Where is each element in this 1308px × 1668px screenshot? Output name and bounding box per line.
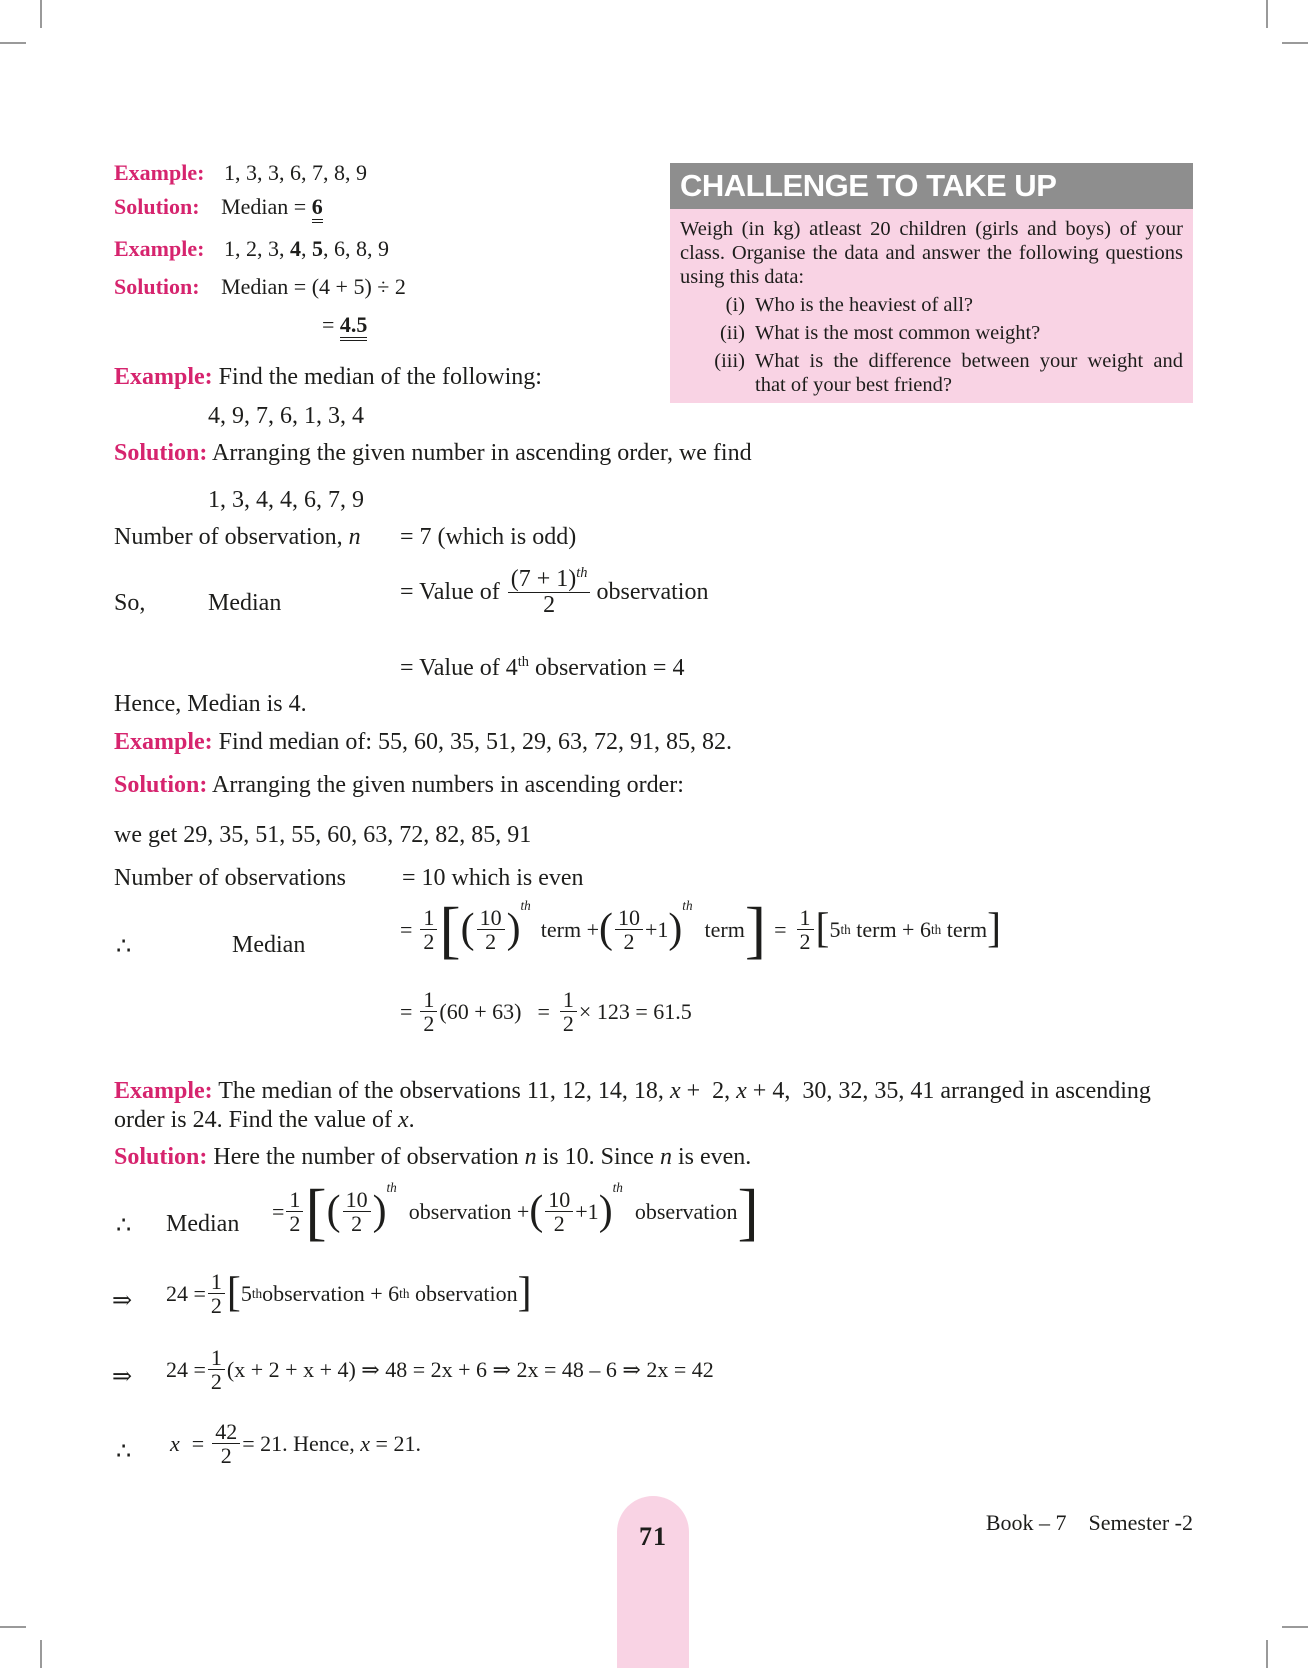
count-label: Number of observation, (114, 524, 349, 550)
item-text: Who is the heaviest of all? (755, 294, 974, 316)
equation-text: (x + 2 + x + 4) ⇒ 48 = 2x + 6 ⇒ 2x = 48 – 6 ⇒ 2x = 42 (226, 1356, 714, 1382)
superscript-th: th (517, 654, 529, 670)
crop-mark (40, 1640, 42, 1668)
median-step2 (166, 1270, 532, 1317)
median-step3 (166, 1346, 714, 1393)
median-answer: 4.5 (340, 312, 368, 341)
variable-n: n (348, 524, 361, 550)
variable-x: x (360, 1430, 371, 1456)
bracket: ] (987, 906, 1001, 952)
numerator: 10 (477, 906, 505, 930)
denominator: 2 (210, 1369, 222, 1395)
denominator: 2 (289, 1211, 301, 1237)
fraction (477, 906, 505, 953)
variable-x: x (397, 1107, 409, 1133)
example-text: + 4, 30, 32, 35, 41 arranged in ascending (746, 1078, 1151, 1104)
solution-label: Solution: (114, 772, 208, 798)
denominator: 2 (543, 592, 556, 619)
observation-text: observation (596, 578, 709, 605)
example-data (224, 236, 389, 261)
paren: ( (460, 906, 475, 952)
bracket: [ (226, 1269, 241, 1316)
example-text: order is 24. Find the value of (114, 1107, 398, 1133)
so-label: So, (114, 590, 146, 616)
bracket: [ (815, 906, 830, 952)
crop-mark (1282, 1626, 1308, 1628)
observation-count: Number of observations (114, 865, 346, 891)
sorted-data: 1, 3, 4, 4, 6, 7, 9 (208, 487, 364, 513)
superscript-th: th (251, 1285, 263, 1301)
denominator: 2 (210, 1293, 222, 1319)
bracket: [ (305, 1176, 327, 1247)
paren: ) (668, 906, 683, 952)
challenge-intro: Weigh (in kg) atleast 20 children (girls and boys) of your class. Organise the data and answer the following questions using this data: (680, 218, 1183, 288)
solution-text: is even. (671, 1144, 752, 1170)
implies-symbol: ⇒ (112, 1288, 133, 1314)
observation-count-value: = 7 (which is odd) (400, 524, 577, 550)
denominator: 2 (220, 1443, 232, 1469)
solution-label: Solution: (114, 194, 200, 219)
challenge-box (670, 163, 1193, 403)
median-label: Median (232, 932, 306, 958)
solution-label: Solution: (114, 274, 200, 299)
solution-text: Median = (4 + 5) ÷ 2 (221, 274, 406, 299)
solution-text: is 10. Since (536, 1144, 660, 1170)
paren: ) (372, 1188, 387, 1234)
example-2 (114, 236, 389, 262)
sorted-data: we get 29, 35, 51, 55, 60, 63, 72, 82, 85, 91 (114, 822, 532, 848)
equals-sign: = (400, 998, 413, 1024)
answer-text: = 21. Hence, (242, 1430, 361, 1456)
example-text: + 2, (680, 1078, 737, 1104)
example-5-line2 (114, 1107, 415, 1134)
fraction-half (420, 988, 437, 1035)
fraction-half (560, 988, 577, 1035)
fraction (545, 1188, 573, 1235)
challenge-item (680, 321, 1183, 345)
page-number-tab (617, 1496, 689, 1668)
example-label: Example: (114, 364, 213, 390)
bracket: ] (744, 894, 767, 965)
equals-sign: = (272, 1198, 285, 1224)
solution-2 (114, 274, 406, 300)
implies-symbol: ⇒ (112, 1364, 133, 1390)
solution-label: Solution: (114, 440, 208, 466)
median-formula-step2 (400, 654, 684, 682)
sum-text: (60 + 63) (439, 998, 522, 1024)
median-label: Median (166, 1211, 240, 1237)
paren: ) (506, 906, 521, 952)
paren: ( (326, 1188, 341, 1234)
numerator: 10 (615, 906, 643, 930)
solution-1 (114, 194, 323, 220)
example-text: The median of the observations 11, 12, 14, 18, (212, 1078, 670, 1104)
observation-text: observation (634, 1198, 738, 1224)
observation-text: observation + (408, 1198, 530, 1224)
paren: ( (529, 1188, 544, 1234)
bracket: ] (517, 1269, 532, 1316)
term-text: 5 (829, 916, 841, 942)
numerator: 1 (208, 1346, 225, 1370)
term-text: term + 6 (850, 916, 931, 942)
example-label: Example: (114, 236, 205, 261)
fraction-half (208, 1346, 225, 1393)
item-number: (ii) (719, 322, 745, 344)
denominator: 2 (799, 929, 811, 955)
solution-3 (114, 440, 752, 467)
middle-value: 5 (311, 236, 323, 261)
item-number: (i) (725, 294, 745, 316)
hence-text: Hence, Median is 4. (114, 691, 307, 717)
example-data: 1, 3, 3, 6, 7, 8, 9 (223, 160, 367, 185)
superscript-th: th (520, 898, 531, 913)
fraction (212, 1420, 240, 1467)
item-text: What is the difference between your weight and that of your best friend? (755, 350, 1183, 396)
numerator: 10 (545, 1188, 573, 1212)
variable-x: x (170, 1430, 180, 1456)
formula-text: = Value of 4 (400, 655, 518, 681)
median-label: Median (208, 590, 282, 616)
challenge-body (670, 209, 1193, 397)
equation-text: observation + 6 (262, 1280, 400, 1306)
example-text: Find the median of the following: (212, 364, 542, 390)
solution-2-result (322, 312, 367, 338)
observation-count (114, 524, 361, 551)
denominator: 2 (623, 929, 635, 955)
bracket: ] (737, 1176, 759, 1247)
example-label: Example: (114, 729, 213, 755)
equals-sign: = (774, 916, 787, 942)
term-text: term (941, 916, 988, 942)
superscript-th: th (612, 1180, 623, 1195)
variable-x: x (669, 1078, 681, 1104)
item-text: What is the most common weight? (755, 322, 1041, 344)
fraction-half (208, 1270, 225, 1317)
example-4 (114, 729, 732, 756)
fraction (615, 906, 643, 953)
observation-count-value: = 10 which is even (402, 865, 584, 891)
value-of-text: = Value of (400, 578, 500, 605)
example-text: Find median of: 55, 60, 35, 51, 29, 63, 72, 91, 85, 82. (212, 729, 732, 755)
therefore-symbol: ∴ (116, 934, 132, 960)
formula-text: observation = 4 (528, 655, 685, 681)
product-text: × 123 = 61.5 (578, 998, 692, 1024)
example-3-data: 4, 9, 7, 6, 1, 3, 4 (208, 403, 364, 429)
equation-text: 24 = (166, 1356, 206, 1382)
middle-value: 4 (289, 236, 301, 261)
equals-sign: = (537, 998, 550, 1024)
equals-sign: = (400, 916, 413, 942)
numerator (508, 566, 591, 593)
plus-one: +1 (644, 916, 669, 942)
term-text: term + (540, 916, 600, 942)
therefore-symbol: ∴ (116, 1213, 132, 1239)
fraction-half (420, 906, 437, 953)
solution-text: Arranging the given number in ascending order, we find (207, 440, 752, 466)
final-answer (170, 1420, 421, 1467)
median-answer: 6 (312, 194, 323, 223)
paren: ( (599, 906, 613, 952)
median-formula (272, 1176, 759, 1247)
page-number: 71 (639, 1522, 667, 1551)
numerator: 1 (560, 988, 577, 1012)
example-label: Example: (114, 1078, 213, 1104)
equation-text: 5 (240, 1280, 252, 1306)
book-info: Book – 7 Semester -2 (985, 1510, 1193, 1535)
crop-mark (0, 1626, 26, 1628)
equals-sign: = (322, 312, 340, 337)
fraction (508, 566, 591, 618)
data-part: 1, 2, 3, (223, 236, 290, 261)
crop-mark (1266, 1640, 1268, 1668)
solution-4 (114, 772, 684, 799)
denominator: 2 (485, 929, 497, 955)
numerator: 1 (208, 1270, 225, 1294)
superscript-th: th (930, 921, 942, 937)
equation-text: observation (409, 1280, 518, 1306)
challenge-title: CHALLENGE TO TAKE UP (670, 163, 1193, 209)
data-part: , 6, 8, 9 (322, 236, 389, 261)
median-formula (400, 566, 708, 618)
therefore-symbol: ∴ (116, 1439, 132, 1465)
data-part: , (300, 236, 312, 261)
equation-text: 24 = (166, 1280, 206, 1306)
numerator: 1 (286, 1188, 303, 1212)
example-1 (114, 160, 367, 186)
challenge-item (680, 349, 1183, 397)
median-formula (400, 894, 1001, 965)
superscript-th: th (576, 565, 588, 581)
superscript-th: th (386, 1180, 397, 1195)
denominator: 2 (562, 1011, 574, 1037)
answer-text: = 21. (370, 1430, 421, 1456)
denominator: 2 (553, 1211, 565, 1237)
equals-sign: = (191, 1430, 205, 1456)
variable-n: n (659, 1144, 672, 1170)
numerator: 10 (343, 1188, 371, 1212)
crop-mark (1282, 42, 1308, 44)
superscript-th: th (682, 898, 693, 913)
numerator: 1 (420, 906, 437, 930)
plus-one: +1 (575, 1198, 599, 1224)
solution-text: Arranging the given numbers in ascending order: (207, 772, 684, 798)
fraction-half (797, 906, 814, 953)
superscript-th: th (840, 921, 851, 937)
crop-mark (0, 42, 26, 44)
solution-text: Median = (221, 194, 312, 219)
variable-x: x (736, 1078, 747, 1104)
denominator: 2 (423, 929, 435, 955)
example-3 (114, 364, 542, 391)
solution-5 (114, 1144, 751, 1171)
numerator: 42 (212, 1420, 240, 1444)
numerator: 1 (797, 906, 814, 930)
challenge-item (680, 293, 1183, 317)
paren: ) (598, 1188, 613, 1234)
numerator: 1 (420, 988, 437, 1012)
denominator: 2 (351, 1211, 363, 1237)
bracket: [ (439, 894, 461, 965)
term-text: term (704, 916, 745, 942)
solution-text: Here the number of observation (207, 1144, 525, 1170)
example-label: Example: (114, 160, 205, 185)
fraction (343, 1188, 371, 1235)
example-5 (114, 1078, 1151, 1105)
denominator: 2 (423, 1011, 435, 1037)
crop-mark (40, 0, 42, 28)
solution-label: Solution: (114, 1144, 208, 1170)
superscript-th: th (399, 1285, 410, 1301)
crop-mark (1266, 0, 1268, 28)
item-number: (iii) (714, 350, 745, 372)
variable-n: n (524, 1144, 537, 1170)
example-text: . (408, 1107, 415, 1133)
median-formula-step2 (400, 988, 692, 1035)
numerator-text: (7 + 1) (510, 566, 577, 592)
fraction-half (286, 1188, 303, 1235)
